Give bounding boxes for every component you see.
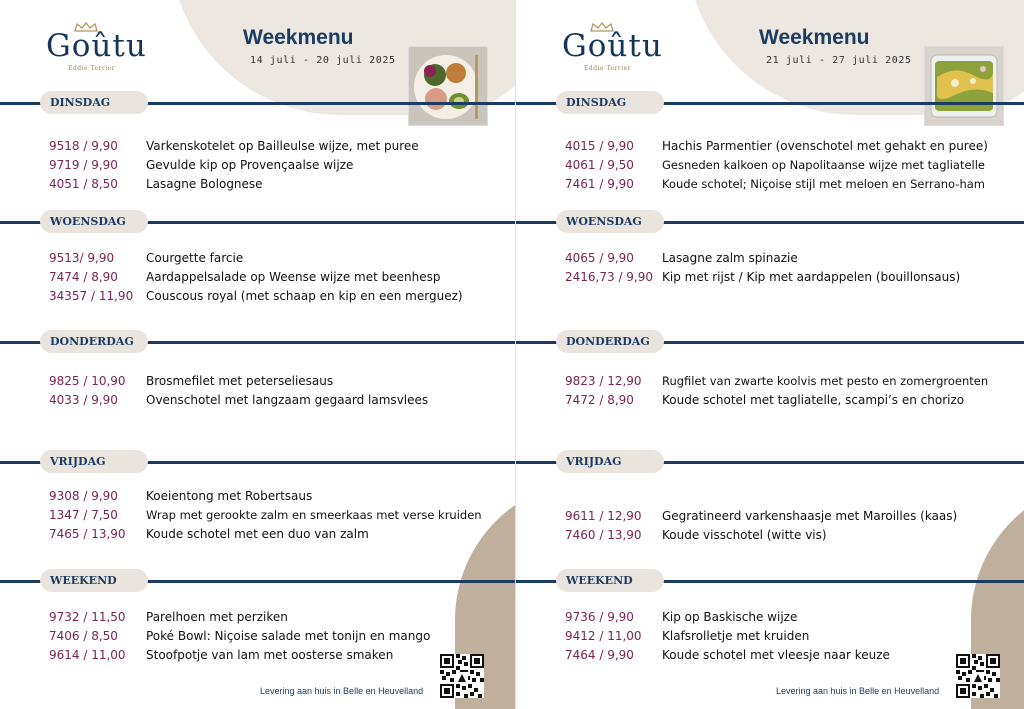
item-dish: Kip op Baskische wijze	[662, 610, 798, 624]
item-code-price: 9518 / 9,90	[49, 139, 118, 153]
item-code-price: 9412 / 11,00	[565, 629, 642, 643]
item-dish: Koude schotel met een duo van zalm	[146, 527, 369, 541]
delivery-note: Levering aan huis in Belle en Heuvelland	[260, 686, 424, 696]
item-dish: Hachis Parmentier (ovenschotel met gehakt en puree)	[662, 139, 988, 153]
item-code-price: 9732 / 11,50	[49, 610, 126, 624]
item-code-price: 9736 / 9,90	[565, 610, 634, 624]
day-header-woensdag: WOENSDAG	[556, 210, 664, 233]
item-dish: Courgette farcie	[146, 251, 244, 265]
day-header-donderdag: DONDERDAG	[40, 330, 148, 353]
food-photo	[408, 46, 488, 126]
item-code-price: 34357 / 11,90	[49, 289, 134, 303]
item-dish: Varkenskotelet op Bailleulse wijze, met puree	[146, 139, 419, 153]
brand-logo	[38, 22, 147, 77]
item-code-price: 9719 / 9,90	[49, 158, 118, 172]
brand-name: Goûtu	[562, 28, 663, 64]
day-header-woensdag: WOENSDAG	[40, 210, 148, 233]
menu-page-week-2	[516, 0, 1024, 709]
item-dish: Koude visschotel (witte vis)	[662, 528, 827, 542]
item-dish: Koude schotel; Niçoise stijl met meloen en Serrano-ham	[662, 177, 985, 191]
item-code-price: 2416,73 / 9,90	[565, 270, 654, 284]
page-title: Weekmenu	[243, 26, 354, 49]
item-code-price: 4065 / 9,90	[565, 251, 634, 265]
day-header-vrijdag: VRIJDAG	[556, 450, 664, 473]
item-code-price: 9825 / 10,90	[49, 374, 126, 388]
item-code-price: 9614 / 11,00	[49, 648, 126, 662]
item-dish: Stoofpotje van lam met oosterse smaken	[146, 648, 394, 662]
item-code-price: 7472 / 8,90	[565, 393, 634, 407]
item-dish: Lasagne Bolognese	[146, 177, 263, 191]
item-dish: Rugfilet van zwarte koolvis met pesto en zomergroenten	[662, 374, 989, 388]
item-code-price: 4015 / 9,90	[565, 139, 634, 153]
item-code-price: 7465 / 13,90	[49, 527, 126, 541]
item-dish: Couscous royal (met schaap en kip en een merguez)	[146, 289, 463, 303]
item-code-price: 7474 / 8,90	[49, 270, 118, 284]
item-dish: Parelhoen met perziken	[146, 610, 288, 624]
brand-name: Goûtu	[46, 28, 147, 64]
item-dish: Brosmefilet met peterseliesaus	[146, 374, 334, 388]
item-dish: Kip met rijst / Kip met aardappelen (bouillonsaus)	[662, 270, 961, 284]
brand-logo	[554, 22, 663, 77]
item-code-price: 9611 / 12,90	[565, 509, 642, 523]
item-dish: Klafsrolletje met kruiden	[662, 629, 810, 643]
item-dish: Ovenschotel met langzaam gegaard lamsvlees	[146, 393, 429, 407]
food-photo	[924, 46, 1004, 126]
item-dish: Gevulde kip op Provençaalse wijze	[146, 158, 354, 172]
qr-code-icon	[956, 654, 1000, 698]
item-dish: Aardappelsalade op Weense wijze met beenhesp	[146, 270, 441, 284]
item-code-price: 7460 / 13,90	[565, 528, 642, 542]
delivery-note: Levering aan huis in Belle en Heuvelland	[776, 686, 940, 696]
item-code-price: 4051 / 8,50	[49, 177, 118, 191]
day-header-vrijdag: VRIJDAG	[40, 450, 148, 473]
day-header-dinsdag: DINSDAG	[556, 91, 664, 114]
item-dish: Gegratineerd varkenshaasje met Maroilles (kaas)	[662, 509, 958, 523]
item-dish: Gesneden kalkoen op Napolitaanse wijze met tagliatelle	[662, 158, 985, 172]
item-code-price: 7461 / 9,90	[565, 177, 634, 191]
brand-subtitle: Eddie Terrier	[68, 65, 116, 72]
day-header-donderdag: DONDERDAG	[556, 330, 664, 353]
item-code-price: 7464 / 9,90	[565, 648, 634, 662]
day-header-weekend: WEEKEND	[40, 569, 148, 592]
day-header-dinsdag: DINSDAG	[40, 91, 148, 114]
item-code-price: 9308 / 9,90	[49, 489, 118, 503]
date-range: 14 juli - 20 juli 2025	[250, 55, 396, 66]
item-code-price: 9823 / 12,90	[565, 374, 642, 388]
date-range: 21 juli - 27 juli 2025	[766, 55, 912, 66]
item-dish: Wrap met gerookte zalm en smeerkaas met verse kruiden	[146, 508, 482, 522]
item-code-price: 7406 / 8,50	[49, 629, 118, 643]
item-dish: Koude schotel met vleesje naar keuze	[662, 648, 890, 662]
item-dish: Poké Bowl: Niçoise salade met tonijn en mango	[146, 629, 431, 643]
page-title: Weekmenu	[759, 26, 870, 49]
item-dish: Lasagne zalm spinazie	[662, 251, 798, 265]
item-code-price: 4061 / 9,50	[565, 158, 634, 172]
qr-code-icon	[440, 654, 484, 698]
brand-subtitle: Eddie Terrier	[584, 65, 632, 72]
item-code-price: 1347 / 7,50	[49, 508, 118, 522]
item-dish: Koeientong met Robertsaus	[146, 489, 313, 503]
day-header-weekend: WEEKEND	[556, 569, 664, 592]
item-code-price: 9513/ 9,90	[49, 251, 115, 265]
item-code-price: 4033 / 9,90	[49, 393, 118, 407]
item-dish: Koude schotel met tagliatelle, scampi’s en chorizo	[662, 393, 965, 407]
